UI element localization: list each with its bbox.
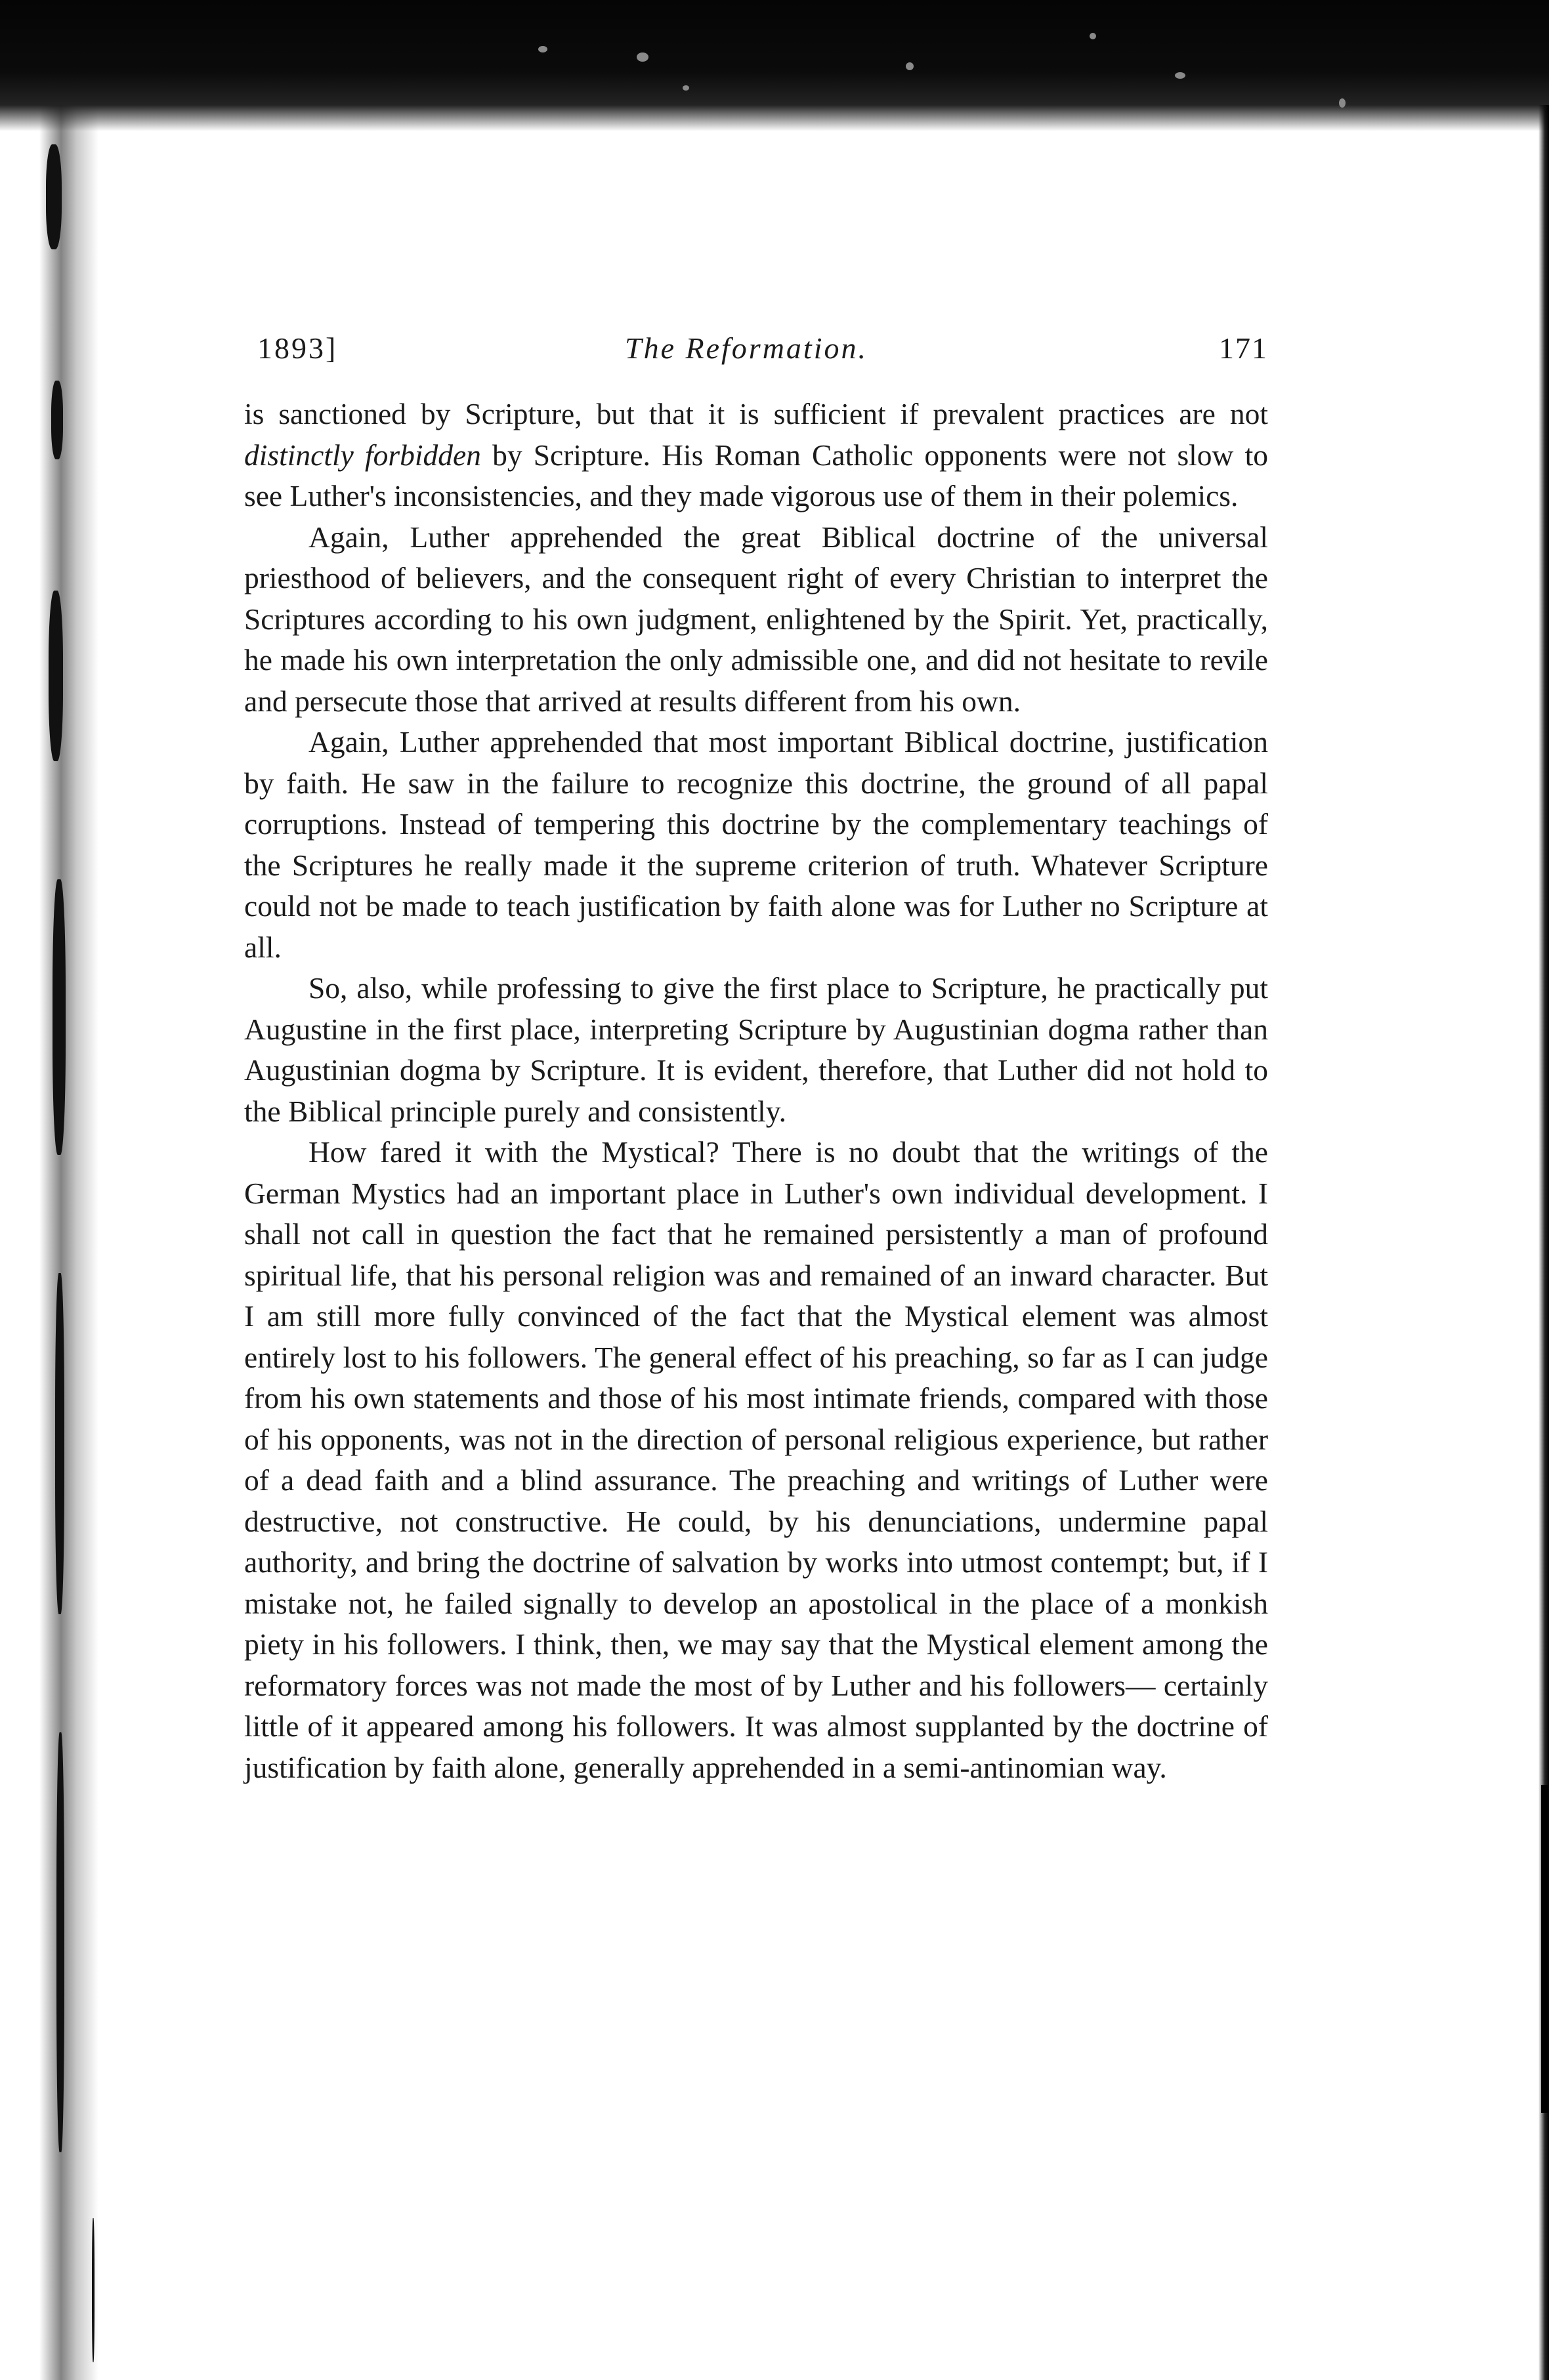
scan-blot xyxy=(51,381,63,459)
scan-edge-mark xyxy=(1541,1785,1548,2113)
paragraph: Again, Luther apprehended that most important Biblical doctrine, justification by faith. He saw in the failure to recognize this doctrine, the ground of all papal corruptions. Instead of tempering this doctrine by the complementary teachings of the Scriptures he really made it the supreme criterion of truth. Whatever Scripture could not be made to teach justification by faith alone was for Luther no Scripture at all. xyxy=(244,725,1268,964)
paragraph: Again, Luther apprehended the great Biblical doctrine of the universal priesthood of believers, and the consequent right of every Christian to interpret the Scriptures according to his own judgment, enlightened by the Spirit. Yet, practically, he made his own interpretation the only admissible one, and did not hesitate to revile and persecute those that arrived at results different from his own. xyxy=(244,520,1268,718)
scan-blot xyxy=(55,1273,64,1614)
scan-border-top xyxy=(0,0,1549,131)
scan-speck xyxy=(1339,98,1346,108)
scan-blot xyxy=(56,1732,64,2152)
running-head xyxy=(257,325,1268,371)
paragraph-text: by Scripture. His Roman Catholic opponents were not slow to see Luther's inconsistencies, and they made vigorous use of them in their polemics. xyxy=(244,438,1268,512)
scan-blot xyxy=(53,879,66,1155)
body-text xyxy=(244,394,1268,1788)
paragraph xyxy=(244,394,1268,517)
scan-speck xyxy=(683,85,689,91)
scan-blot xyxy=(46,144,62,249)
scan-border-left xyxy=(0,105,98,2380)
running-head-year: 1893] xyxy=(257,331,338,365)
paragraph: So, also, while professing to give the first place to Scripture, he practically put Augustine in the first place, interpreting Scripture by Augustinian dogma rather than Augustinian dogma by Scripture. It is evident, therefore, that Luther did not hold to the Biblical principle purely and consistently. xyxy=(244,971,1268,1128)
scan-speck xyxy=(906,62,914,70)
page-number: 171 xyxy=(1219,331,1268,365)
scan-speck xyxy=(1175,72,1185,79)
paragraph-text: is sanctioned by Scripture, but that it is sufficient if prevalent practices are not xyxy=(244,397,1268,430)
scan-blot xyxy=(49,591,63,761)
paragraph: How fared it with the Mystical? There is no doubt that the writings of the German Mystics had an important place in Luther's own individual development. I shall not call in question the fact that he remained persistently a man of profound spiritual life, that his personal religion was and remained of an inward character. But I am still more fully convinced of the fact that the Mystical element was almost entirely lost to his followers. The general effect of his preaching, so far as I can judge from his own statements and those of his most intimate friends, compared with those of his opponents, was not in the direction of personal religious experience, but rather of a dead faith and a blind assurance. The preaching and writings of Luther were destructive, not constructive. He could, by his denunciations, undermine papal authority, and bring the doctrine of salvation by works into utmost contempt; but, if I mistake not, he failed signally to develop an apostolical in the place of a monkish piety in his followers. I think, then, we may say that the Mystical element among the reformatory forces was not made the most of by Luther and his followers— certainly little of it appeared among his followers. It was almost supplanted by the doctrine of justification by faith alone, generally apprehended in a semi-antinomian way. xyxy=(244,1135,1268,1784)
emphasis-text: distinctly forbidden xyxy=(244,438,481,472)
scan-speck xyxy=(538,46,547,52)
scan-speck xyxy=(637,52,648,62)
scan-blot xyxy=(92,2218,95,2362)
running-head-title: The Reformation. xyxy=(625,331,868,365)
scan-border-right xyxy=(1538,105,1549,2380)
scan-speck xyxy=(1090,33,1096,39)
